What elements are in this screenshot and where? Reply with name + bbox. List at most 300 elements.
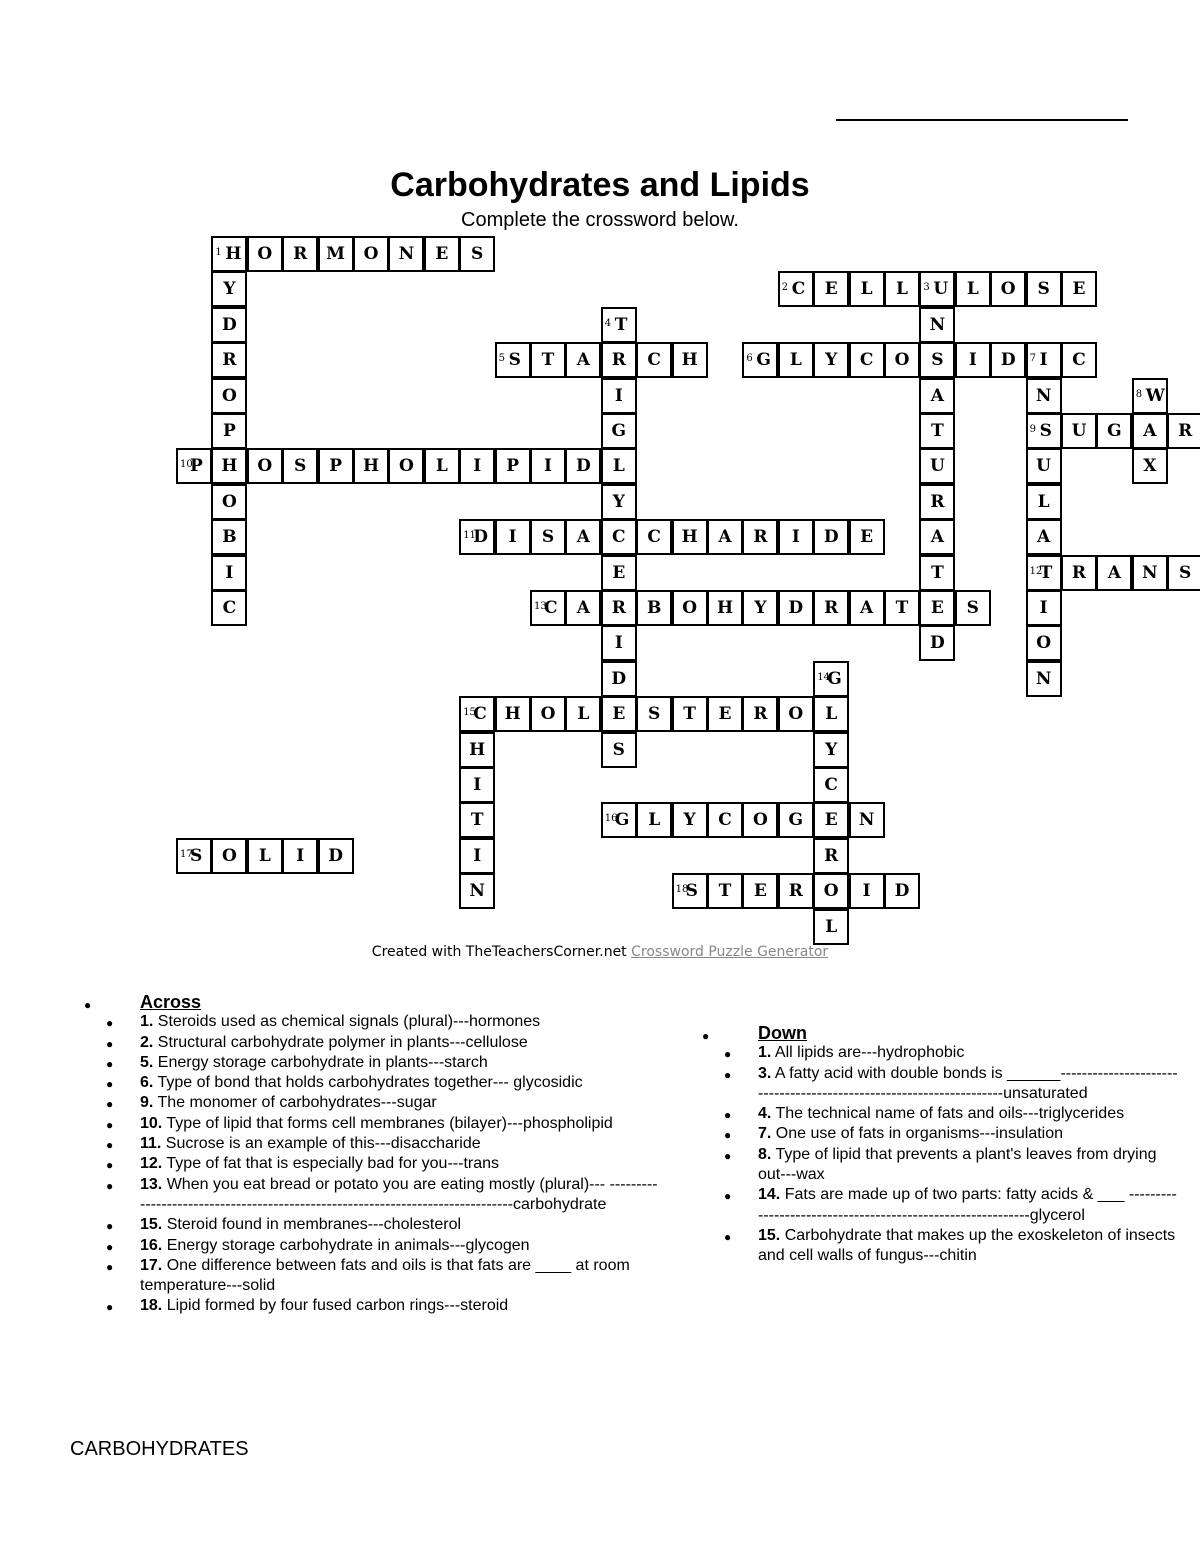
grid-cell[interactable] — [459, 732, 495, 768]
grid-cell[interactable] — [495, 448, 531, 484]
cell-letter: L — [577, 704, 590, 725]
grid-cell[interactable] — [990, 342, 1026, 378]
clue-num: 11. — [140, 1135, 162, 1153]
cell-letter: S — [1179, 562, 1192, 583]
grid-cell[interactable] — [176, 838, 212, 874]
grid-cell[interactable] — [459, 448, 495, 484]
grid-cell[interactable] — [601, 696, 637, 732]
grid-cell[interactable] — [211, 555, 247, 591]
grid-cell[interactable] — [849, 519, 885, 555]
bullet-icon: ● — [724, 1067, 732, 1082]
cell-letter: U — [933, 279, 949, 300]
grid-cell[interactable] — [353, 236, 389, 272]
clue-text: Energy storage carbohydrate in animals---glycogen — [162, 1236, 530, 1254]
cell-letter: N — [469, 881, 485, 902]
cell-letter: S — [685, 881, 698, 902]
grid-cell[interactable] — [565, 448, 601, 484]
bullet-icon: ● — [84, 998, 92, 1012]
grid-cell[interactable] — [176, 448, 212, 484]
clue-num: 6. — [140, 1074, 154, 1092]
clue-num: 15. — [140, 1216, 163, 1234]
cell-letter: N — [1035, 385, 1052, 406]
clue-item — [106, 1134, 660, 1154]
grid-cell[interactable] — [282, 448, 318, 484]
cell-letter: I — [473, 456, 482, 477]
grid-cell[interactable] — [459, 519, 495, 555]
grid-cell[interactable] — [601, 378, 637, 414]
grid-cell[interactable] — [636, 342, 672, 378]
grid-cell[interactable] — [813, 519, 849, 555]
grid-cell[interactable] — [707, 519, 743, 555]
cell-letter: A — [576, 598, 590, 618]
grid-cell[interactable] — [318, 448, 354, 484]
grid-cell[interactable] — [601, 519, 637, 555]
cell-letter: D — [788, 598, 804, 618]
clue-number: 13 — [534, 601, 547, 612]
cell-letter: I — [614, 385, 623, 406]
bullet-icon: ● — [106, 1077, 114, 1092]
grid-cell[interactable] — [849, 342, 885, 378]
cell-letter: R — [293, 244, 308, 264]
cell-letter: R — [1178, 421, 1193, 441]
cell-letter: E — [718, 704, 732, 725]
clue-text: Type of lipid that prevents a plant's leaves from drying out---wax — [758, 1145, 1157, 1184]
grid-cell[interactable] — [742, 802, 778, 838]
grid-cell[interactable] — [1026, 378, 1062, 414]
grid-cell[interactable] — [1132, 413, 1168, 449]
cell-letter: W — [1145, 385, 1165, 406]
grid-cell[interactable] — [601, 448, 637, 484]
grid-cell[interactable] — [211, 236, 247, 272]
grid-cell[interactable] — [530, 448, 566, 484]
cell-letter: L — [896, 279, 908, 300]
cell-letter: R — [753, 527, 768, 548]
grid-cell[interactable] — [211, 590, 247, 626]
cell-letter: B — [647, 598, 662, 618]
cell-letter: R — [1071, 562, 1087, 583]
cell-letter: C — [647, 527, 661, 548]
grid-cell[interactable] — [919, 307, 955, 343]
grid-cell[interactable] — [459, 802, 495, 838]
grid-cell[interactable] — [636, 802, 672, 838]
grid-cell[interactable] — [211, 413, 247, 449]
cell-letter: R — [753, 704, 768, 725]
grid-cell[interactable] — [247, 448, 283, 484]
credit-line — [0, 944, 1200, 960]
grid-cell[interactable] — [849, 590, 885, 626]
page-subtitle: Complete the crossword below. — [461, 209, 739, 231]
grid-cell[interactable] — [672, 590, 708, 626]
clue-text: Structural carbohydrate polymer in plants---cellulose — [153, 1033, 528, 1051]
grid-cell[interactable] — [565, 342, 601, 378]
clue-number: 4 — [604, 317, 612, 329]
clue-item — [106, 1154, 660, 1174]
grid-cell[interactable] — [1026, 342, 1062, 378]
grid-cell[interactable] — [884, 342, 920, 378]
clue-text: Lipid formed by four fused carbon rings---steroid — [162, 1297, 509, 1315]
grid-cell[interactable] — [1061, 413, 1097, 449]
cell-letter: E — [753, 881, 767, 902]
grid-cell[interactable] — [1061, 555, 1097, 591]
footer-text: CARBOHYDRATES — [70, 1438, 249, 1460]
grid-cell[interactable] — [813, 271, 849, 307]
grid-cell[interactable] — [672, 696, 708, 732]
cell-letter: S — [508, 350, 521, 371]
cell-letter: S — [471, 244, 484, 264]
clue-num: 14. — [758, 1186, 781, 1204]
cell-letter: O — [1000, 279, 1016, 300]
grid-cell[interactable] — [601, 661, 637, 697]
clue-num: 1. — [140, 1013, 154, 1031]
cell-letter: I — [791, 527, 800, 548]
grid-cell[interactable] — [778, 590, 814, 626]
grid-cell[interactable] — [211, 838, 247, 874]
clue-item — [724, 1145, 1178, 1186]
grid-cell[interactable] — [884, 590, 920, 626]
cell-letter: C — [544, 598, 558, 618]
grid-cell[interactable] — [459, 838, 495, 874]
grid-cell[interactable] — [495, 519, 531, 555]
grid-cell[interactable] — [672, 342, 708, 378]
cell-letter: L — [435, 456, 448, 477]
cell-letter: P — [222, 421, 236, 441]
grid-cell[interactable] — [1026, 413, 1062, 449]
grid-cell[interactable] — [636, 590, 672, 626]
grid-cell[interactable] — [247, 236, 283, 272]
page-title: Carbohydrates and Lipids — [390, 166, 810, 204]
cell-letter: A — [1036, 527, 1051, 548]
cell-letter: O — [823, 881, 839, 902]
clue-item — [106, 1012, 660, 1032]
grid-cell[interactable] — [1132, 378, 1168, 414]
cell-letter: L — [612, 456, 625, 477]
cell-letter: L — [258, 845, 271, 866]
grid-cell[interactable] — [672, 873, 708, 909]
grid-cell[interactable] — [919, 448, 955, 484]
grid-cell[interactable] — [211, 519, 247, 555]
cell-letter: O — [221, 385, 237, 406]
grid-cell[interactable] — [919, 271, 955, 307]
grid-cell[interactable] — [919, 519, 955, 555]
grid-cell[interactable] — [636, 519, 672, 555]
grid-cell[interactable] — [353, 448, 389, 484]
cell-letter: L — [648, 810, 661, 831]
grid-cell[interactable] — [601, 802, 637, 838]
grid-cell[interactable] — [565, 590, 601, 626]
cell-letter: I — [614, 633, 623, 654]
grid-cell[interactable] — [1096, 555, 1132, 591]
clue-number: 7 — [1029, 353, 1036, 365]
clue-num: 16. — [140, 1236, 163, 1254]
cell-letter: O — [398, 456, 414, 477]
grid-cell[interactable] — [1167, 413, 1200, 449]
cell-letter: O — [788, 704, 804, 725]
grid-cell[interactable] — [813, 696, 849, 732]
grid-cell[interactable] — [919, 625, 955, 661]
clue-item — [724, 1124, 1178, 1144]
cell-letter: G — [611, 421, 627, 441]
cell-letter: R — [788, 881, 803, 902]
cell-letter: D — [222, 314, 237, 335]
cell-letter: I — [862, 881, 871, 902]
cell-letter: C — [647, 350, 661, 371]
grid-cell[interactable] — [1026, 625, 1062, 661]
grid-cell[interactable] — [849, 873, 885, 909]
grid-cell[interactable] — [601, 555, 637, 591]
grid-cell[interactable] — [919, 342, 955, 378]
grid-cell[interactable] — [955, 590, 991, 626]
grid-cell[interactable] — [211, 448, 247, 484]
cell-letter: H — [716, 598, 734, 618]
grid-cell[interactable] — [813, 873, 849, 909]
grid-cell[interactable] — [990, 271, 1026, 307]
cell-letter: D — [1000, 350, 1016, 371]
grid-cell[interactable] — [778, 519, 814, 555]
grid-cell[interactable] — [742, 519, 778, 555]
grid-cell[interactable] — [211, 342, 247, 378]
clue-number: 15 — [463, 707, 476, 719]
cell-letter: H — [469, 739, 486, 760]
clue-number: 2 — [781, 282, 789, 294]
cell-letter: T — [718, 881, 732, 902]
grid-cell[interactable] — [318, 838, 354, 874]
cell-letter: E — [824, 279, 838, 300]
grid-cell[interactable] — [778, 802, 814, 838]
grid-cell[interactable] — [919, 413, 955, 449]
grid-cell[interactable] — [919, 484, 955, 520]
grid-cell[interactable] — [919, 555, 955, 591]
grid-cell[interactable] — [778, 342, 814, 378]
cell-letter: C — [718, 810, 732, 831]
grid-cell[interactable] — [742, 873, 778, 909]
cell-letter: T — [895, 598, 909, 618]
grid-cell[interactable] — [1132, 448, 1168, 484]
cell-letter: C — [791, 279, 806, 300]
grid-cell[interactable] — [707, 590, 743, 626]
grid-cell[interactable] — [1026, 661, 1062, 697]
grid-cell[interactable] — [919, 378, 955, 414]
cell-letter: R — [824, 845, 839, 866]
generator-link[interactable]: Crossword Puzzle Generator — [631, 944, 829, 960]
grid-cell[interactable] — [565, 519, 601, 555]
grid-cell[interactable] — [459, 873, 495, 909]
cell-letter: R — [222, 350, 237, 371]
clue-num: 2. — [140, 1033, 154, 1051]
grid-cell[interactable] — [1026, 484, 1062, 520]
cell-letter: T — [683, 704, 696, 725]
grid-cell[interactable] — [672, 519, 708, 555]
grid-cell[interactable] — [955, 271, 991, 307]
grid-cell[interactable] — [1026, 590, 1062, 626]
cell-letter: I — [473, 775, 482, 795]
grid-cell[interactable] — [707, 873, 743, 909]
cell-letter: O — [257, 456, 273, 477]
cell-letter: S — [966, 598, 979, 618]
grid-cell[interactable] — [388, 448, 424, 484]
bullet-icon: ● — [724, 1047, 732, 1062]
bullet-icon: ● — [724, 1148, 732, 1163]
grid-cell[interactable] — [1026, 271, 1062, 307]
cell-letter: Y — [683, 810, 696, 831]
grid-cell[interactable] — [495, 696, 531, 732]
cell-letter: C — [612, 527, 626, 548]
across-clues — [84, 992, 660, 1317]
bullet-icon: ● — [106, 1097, 114, 1112]
grid-cell[interactable] — [601, 307, 637, 343]
grid-cell[interactable] — [565, 696, 601, 732]
grid-cell[interactable] — [813, 909, 849, 945]
cell-letter: Y — [825, 739, 838, 760]
grid-cell[interactable] — [778, 696, 814, 732]
cell-letter: D — [823, 527, 839, 548]
grid-cell[interactable] — [1026, 555, 1062, 591]
cell-letter: U — [929, 456, 945, 477]
grid-cell[interactable] — [601, 732, 637, 768]
cell-letter: I — [544, 456, 552, 477]
grid-cell[interactable] — [1061, 271, 1097, 307]
grid-cell[interactable] — [813, 732, 849, 768]
grid-cell[interactable] — [530, 590, 566, 626]
grid-cell[interactable] — [530, 696, 566, 732]
clue-number: 1 — [215, 247, 222, 258]
grid-cell[interactable] — [211, 484, 247, 520]
cell-letter: U — [1071, 421, 1087, 441]
clue-num: 9. — [140, 1094, 154, 1112]
grid-cell[interactable] — [884, 271, 920, 307]
cell-letter: A — [930, 527, 944, 548]
grid-cell[interactable] — [459, 696, 495, 732]
clue-number: 3 — [923, 282, 930, 294]
clue-number: 14 — [817, 671, 830, 683]
grid-cell[interactable] — [707, 802, 743, 838]
cell-letter: L — [825, 916, 838, 937]
cell-letter: C — [1072, 350, 1086, 371]
grid-cell[interactable] — [849, 802, 885, 838]
grid-cell[interactable] — [813, 767, 849, 803]
grid-cell[interactable] — [601, 342, 637, 378]
grid-cell[interactable] — [1026, 448, 1062, 484]
grid-cell[interactable] — [955, 342, 991, 378]
clue-num: 8. — [758, 1145, 772, 1163]
clue-item — [724, 1104, 1178, 1124]
cell-letter: A — [1107, 562, 1121, 583]
bullet-icon: ● — [106, 1016, 114, 1031]
grid-cell[interactable] — [707, 696, 743, 732]
cell-letter: T — [931, 421, 944, 441]
grid-cell[interactable] — [1026, 519, 1062, 555]
cell-letter: O — [752, 810, 768, 831]
grid-cell[interactable] — [849, 271, 885, 307]
cell-letter: S — [1037, 279, 1050, 300]
clue-text: Type of bond that holds carbohydrates together--- glycosidic — [153, 1074, 583, 1092]
clue-num: 10. — [140, 1114, 163, 1132]
clue-text: One use of fats in organisms---insulation — [771, 1125, 1064, 1143]
cell-letter: L — [1037, 491, 1050, 512]
grid-cell[interactable] — [282, 236, 318, 272]
grid-cell[interactable] — [530, 519, 566, 555]
grid-cell[interactable] — [1132, 555, 1168, 591]
cell-letter: I — [968, 350, 977, 371]
grid-cell[interactable] — [919, 590, 955, 626]
grid-cell[interactable] — [1061, 342, 1097, 378]
cell-letter: I — [1039, 350, 1048, 371]
cell-letter: Y — [223, 279, 236, 300]
cell-letter: H — [681, 350, 698, 371]
grid-cell[interactable] — [459, 767, 495, 803]
grid-cell[interactable] — [601, 590, 637, 626]
grid-cell[interactable] — [211, 378, 247, 414]
clue-number: 12 — [1029, 565, 1043, 577]
grid-cell[interactable] — [601, 413, 637, 449]
grid-cell[interactable] — [636, 696, 672, 732]
cell-letter: A — [1143, 421, 1157, 441]
clue-text: Carbohydrate that makes up the exoskeleton of insects and cell walls of fungus---chitin — [758, 1226, 1176, 1265]
grid-cell[interactable] — [813, 802, 849, 838]
grid-cell[interactable] — [1167, 555, 1200, 591]
grid-cell[interactable] — [1096, 413, 1132, 449]
grid-cell[interactable] — [459, 236, 495, 272]
grid-cell[interactable] — [211, 271, 247, 307]
grid-cell[interactable] — [884, 873, 920, 909]
grid-cell[interactable] — [778, 271, 814, 307]
grid-cell[interactable] — [247, 838, 283, 874]
grid-cell[interactable] — [672, 802, 708, 838]
cell-letter: R — [611, 598, 626, 618]
cell-letter: P — [190, 456, 203, 477]
cell-letter: G — [827, 668, 842, 689]
grid-cell[interactable] — [495, 342, 531, 378]
grid-cell[interactable] — [742, 342, 778, 378]
grid-cell[interactable] — [388, 236, 424, 272]
grid-cell[interactable] — [813, 342, 849, 378]
grid-cell[interactable] — [813, 590, 849, 626]
clue-num: 15. — [758, 1226, 781, 1244]
grid-cell[interactable] — [813, 661, 849, 697]
clue-num: 3. — [758, 1064, 772, 1082]
cell-letter: H — [504, 704, 521, 725]
grid-cell[interactable] — [742, 590, 778, 626]
cell-letter: C — [824, 775, 838, 795]
cell-letter: Y — [612, 491, 625, 512]
grid-cell[interactable] — [742, 696, 778, 732]
cell-letter: P — [506, 456, 519, 477]
cell-letter: O — [682, 598, 697, 618]
clue-item — [724, 1064, 1178, 1105]
grid-cell[interactable] — [778, 873, 814, 909]
cell-letter: E — [860, 527, 874, 548]
down-clues — [702, 1023, 1178, 1267]
grid-cell[interactable] — [530, 342, 566, 378]
grid-cell[interactable] — [424, 236, 460, 272]
cell-letter: O — [363, 244, 379, 264]
cell-letter: O — [257, 244, 273, 264]
cell-letter: S — [612, 739, 625, 760]
cell-letter: T — [614, 314, 628, 335]
cell-letter: A — [576, 527, 590, 548]
cell-letter: I — [508, 527, 517, 548]
grid-cell[interactable] — [601, 484, 637, 520]
clue-item — [106, 1114, 660, 1134]
clue-text: All lipids are---hydrophobic — [771, 1044, 965, 1062]
grid-cell[interactable] — [318, 236, 354, 272]
grid-cell[interactable] — [601, 625, 637, 661]
cell-letter: S — [190, 845, 203, 866]
grid-cell[interactable] — [211, 307, 247, 343]
clue-text: Steroid found in membranes---cholesterol — [162, 1216, 462, 1234]
grid-cell[interactable] — [424, 448, 460, 484]
grid-cell[interactable] — [282, 838, 318, 874]
grid-cell[interactable] — [813, 838, 849, 874]
